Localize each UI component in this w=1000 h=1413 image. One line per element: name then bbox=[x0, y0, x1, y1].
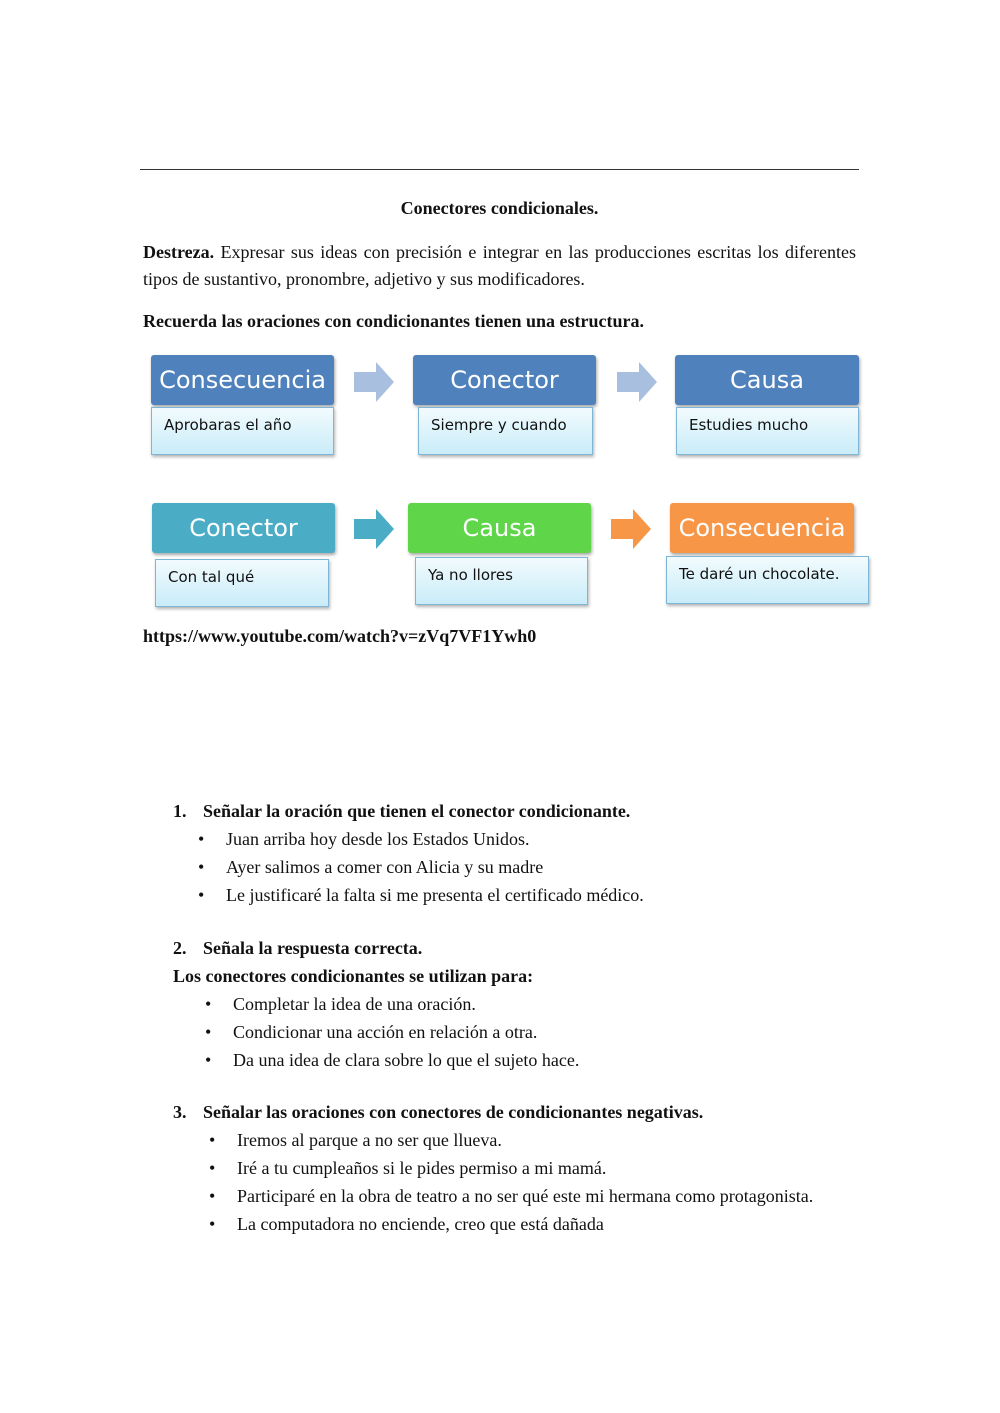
diagram2-text-causa: Ya no llores bbox=[415, 557, 588, 605]
list-item[interactable] bbox=[205, 1018, 873, 1046]
destreza-text: Expresar sus ideas con precisión e integrar en las producciones escritas los diferentes tipos de sustantivo, pronombre, adjetivo y sus modificadores. bbox=[143, 242, 856, 289]
option-text: La computadora no enciende, creo que está dañada bbox=[237, 1214, 604, 1234]
list-item[interactable] bbox=[205, 1046, 873, 1074]
list-item[interactable] bbox=[209, 1182, 856, 1210]
list-item[interactable] bbox=[198, 881, 873, 909]
question-2-number: 2. bbox=[173, 938, 187, 958]
list-item[interactable] bbox=[205, 990, 873, 1018]
bullet-icon: • bbox=[198, 829, 205, 849]
arrow-right-icon bbox=[352, 507, 396, 551]
arrow-right-icon bbox=[609, 507, 653, 551]
option-text: Completar la idea de una oración. bbox=[233, 994, 476, 1014]
diagram2-text-consecuencia: Te daré un chocolate. bbox=[666, 556, 869, 604]
list-item[interactable] bbox=[209, 1210, 856, 1238]
question-1-text: Señalar la oración que tienen el conector condicionante. bbox=[203, 801, 631, 821]
diagram2-header-conector: Conector bbox=[152, 503, 335, 553]
bullet-icon: • bbox=[209, 1130, 216, 1150]
question-2-options bbox=[205, 990, 873, 1074]
option-text: Iremos al parque a no ser que llueva. bbox=[237, 1130, 502, 1150]
option-text: Ayer salimos a comer con Alicia y su madre bbox=[226, 857, 544, 877]
arrow-right-icon bbox=[352, 360, 396, 404]
destreza-paragraph bbox=[143, 239, 856, 293]
bullet-icon: • bbox=[209, 1186, 216, 1206]
bullet-icon: • bbox=[205, 1050, 212, 1070]
option-text: Condicionar una acción en relación a otra. bbox=[233, 1022, 538, 1042]
question-1-options bbox=[198, 825, 873, 909]
option-text: Le justificaré la falta si me presenta el certificado médico. bbox=[226, 885, 644, 905]
question-3-heading bbox=[173, 1098, 856, 1126]
structure-note: Recuerda las oraciones con condicionantes tienen una estructura. bbox=[143, 311, 644, 331]
question-1-number: 1. bbox=[173, 801, 187, 821]
diagram2-header-consecuencia: Consecuencia bbox=[670, 503, 854, 553]
question-2-heading bbox=[173, 934, 873, 962]
bullet-icon: • bbox=[198, 885, 205, 905]
diagram1-header-consecuencia: Consecuencia bbox=[151, 355, 334, 405]
diagram1-text-consecuencia: Aprobaras el año bbox=[151, 407, 334, 455]
list-item[interactable] bbox=[209, 1154, 856, 1182]
diagram1-header-causa: Causa bbox=[675, 355, 859, 405]
question-1 bbox=[173, 797, 873, 909]
question-3-text: Señalar las oraciones con conectores de condicionantes negativas. bbox=[203, 1102, 704, 1122]
diagram2-header-causa: Causa bbox=[408, 503, 591, 553]
diagram1-header-conector: Conector bbox=[413, 355, 596, 405]
question-2-text: Señala la respuesta correcta. bbox=[203, 938, 423, 958]
option-text: Participaré en la obra de teatro a no ser qué este mi hermana como protagonista. bbox=[237, 1186, 814, 1206]
bullet-icon: • bbox=[209, 1214, 216, 1234]
header-rule bbox=[140, 169, 859, 170]
arrow-right-icon bbox=[615, 360, 659, 404]
question-3 bbox=[173, 1098, 856, 1238]
bullet-icon: • bbox=[209, 1158, 216, 1178]
diagram2-text-conector: Con tal qué bbox=[155, 559, 329, 607]
list-item[interactable] bbox=[209, 1126, 856, 1154]
bullet-icon: • bbox=[205, 994, 212, 1014]
question-2 bbox=[173, 934, 873, 1074]
question-3-number: 3. bbox=[173, 1102, 187, 1122]
list-item[interactable] bbox=[198, 853, 873, 881]
bullet-icon: • bbox=[205, 1022, 212, 1042]
option-text: Juan arriba hoy desde los Estados Unidos. bbox=[226, 829, 530, 849]
destreza-label: Destreza. bbox=[143, 242, 215, 262]
question-3-options bbox=[209, 1126, 856, 1238]
bullet-icon: • bbox=[198, 857, 205, 877]
question-2-subheading: Los conectores condicionantes se utilizan para: bbox=[173, 966, 534, 986]
option-text: Da una idea de clara sobre lo que el sujeto hace. bbox=[233, 1050, 580, 1070]
list-item[interactable] bbox=[198, 825, 873, 853]
diagram1-text-causa: Estudies mucho bbox=[676, 407, 859, 455]
option-text: Iré a tu cumpleaños si le pides permiso a mi mamá. bbox=[237, 1158, 607, 1178]
video-link[interactable]: https://www.youtube.com/watch?v=zVq7VF1Ywh0 bbox=[143, 626, 537, 646]
page-title: Conectores condicionales. bbox=[400, 198, 599, 218]
question-1-heading bbox=[173, 797, 873, 825]
diagram1-text-conector: Siempre y cuando bbox=[418, 407, 593, 455]
